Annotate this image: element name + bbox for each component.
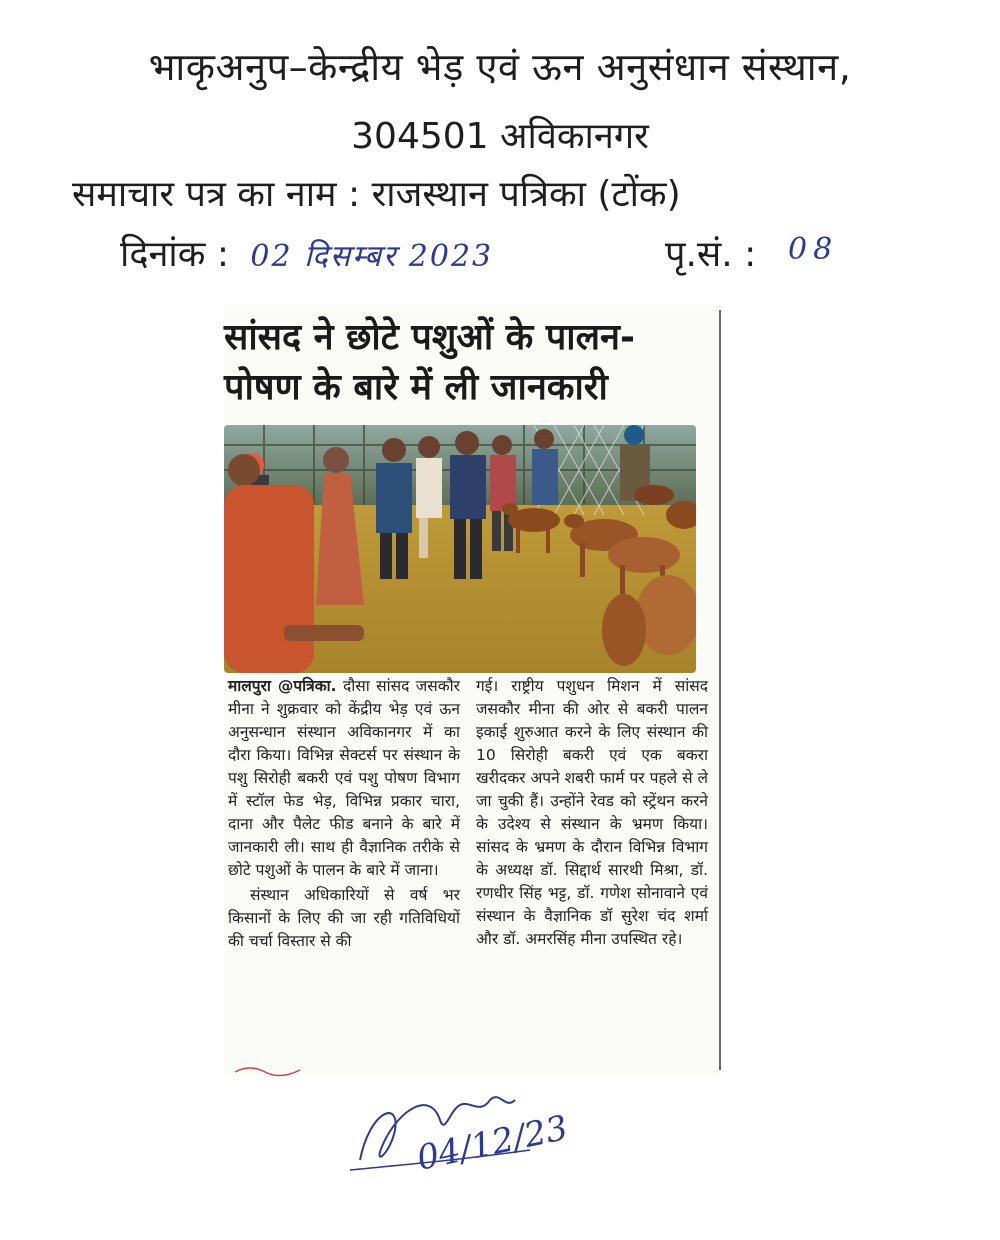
- newspaper-clipping: [224, 305, 719, 1075]
- pen-mark: [230, 1060, 350, 1080]
- article-dateline: मालपुरा @पत्रिका.: [228, 677, 337, 695]
- date-row: [120, 228, 920, 277]
- photo-goat-farm-visit: [224, 425, 696, 673]
- article-paragraph: [228, 675, 460, 882]
- clipping-edge: [719, 310, 721, 1070]
- article-headline: सांसद ने छोटे पशुओं के पालन-पोषण के बारे में ली जानकारी: [224, 317, 635, 408]
- article-paragraph-2: संस्थान अधिकारियों से वर्ष भर किसानों के लिए की जा रही गतिविधियों की चर्चा विस्तार से की: [228, 886, 460, 950]
- article-column-1: [228, 675, 460, 953]
- article-photo: [224, 425, 696, 673]
- page-number-value: 08: [788, 232, 839, 267]
- institute-name: भाकृअनुप–केन्द्रीय भेड़ एवं ऊन अनुसंधान संस्थान,: [148, 45, 852, 89]
- newspaper-name: समाचार पत्र का नाम : राजस्थान पत्रिका (टोंक): [72, 174, 681, 215]
- institute-address: 304501 अविकानगर: [351, 116, 649, 157]
- article-text: दौसा सांसद जसकौर मीना ने शुक्रवार को केंद्रीय भेड़ एवं ऊन अनुसन्धान संस्थान अविकानगर में का दौरा किया। विभिन्न सेक्टर्स पर संस्थान के पशु सिरोही बकरी एवं पशु पोषण विभाग में स्टॉल फेड भेड़, विभिन्न प्रकार चारा, दाना और पैलेट फीड बनाने के बारे में जानकारी ली। साथ ही वैज्ञानिक तरीके से छोटे पशुओं के पालन के बारे में जाना।: [228, 677, 460, 879]
- article-column-2: गई। राष्ट्रीय पशुधन मिशन में सांसद जसकौर मीना की ओर से बकरी पालन इकाई शुरुआत करने के लिए संस्थान की 10 सिरोही बकरी एवं एक बकरा खरीदकर अपने शबरी फार्म पर पहले से ले जा चुकी हैं। उन्होंने रेवड को स्ट्रेंथन करने के उदेश्य से संस्थान के भ्रमण किया। सांसद के भ्रमण के दौरान विभिन्न विभाग के अध्यक्ष डॉ. सिद्दार्थ सारथी मिश्रा, डॉ. रणधीर सिंह भट्ट, डॉ. गणेश सोनावाने एवं संस्थान के वैज्ञानिक डॉ सुरेश चंद शर्मा और डॉ. अमरसिंह मीना उपस्थित रहे।: [476, 677, 708, 948]
- date-value: 02 दिसम्बर 2023: [250, 239, 494, 274]
- signature-date: 04/12/23: [413, 1107, 572, 1179]
- handwritten-signature: [340, 1070, 620, 1190]
- date-label: दिनांक :: [120, 234, 229, 275]
- page-number-label: पृ.सं. :: [665, 234, 757, 275]
